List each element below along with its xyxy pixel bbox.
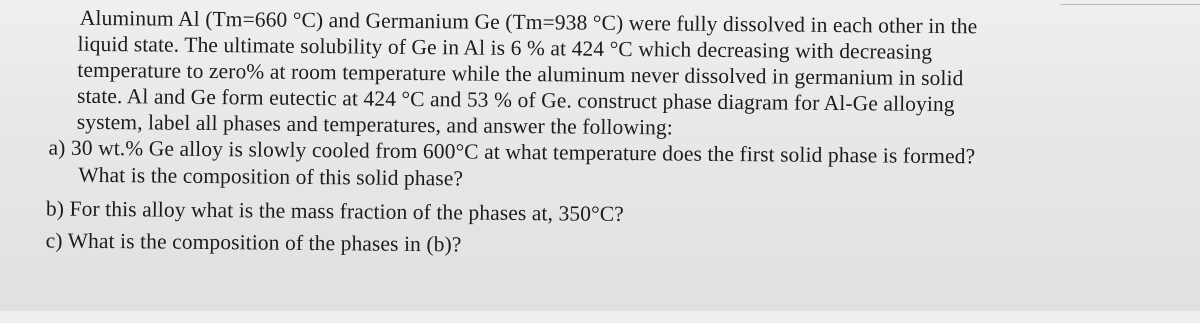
intro-line-2: liquid state. The ultimate solubility of Ge in Al is 6 % at 424 °C which decreasing with decreasing (77, 31, 933, 64)
intro-line-3: temperature to zero% at room temperature while the aluminum never dissolved in germanium in solid (77, 57, 964, 91)
question-b: b) For this alloy what is the mass fraction of the phases at, 350°C? (45, 196, 624, 226)
page-edge-rule (1060, 4, 1200, 5)
intro-line-1: Aluminum Al (Tm=660 °C) and Germanium Ge (Tm=938 °C) were fully dissolved in each other in the (79, 5, 978, 39)
question-c: c) What is the composition of the phases in (b)? (45, 228, 462, 257)
question-a-line-1: a) 30 wt.% Ge alloy is slowly cooled from 600°C at what temperature does the first solid phase is formed? (48, 135, 976, 169)
intro-line-4: state. Al and Ge form eutectic at 424 °C and 53 % of Ge. construct phase diagram for Al-Ge alloying (76, 83, 955, 117)
question-a-line-2: What is the composition of this solid phase? (78, 162, 464, 191)
intro-line-5: system, label all phases and temperatures, and answer the following: (76, 109, 674, 140)
